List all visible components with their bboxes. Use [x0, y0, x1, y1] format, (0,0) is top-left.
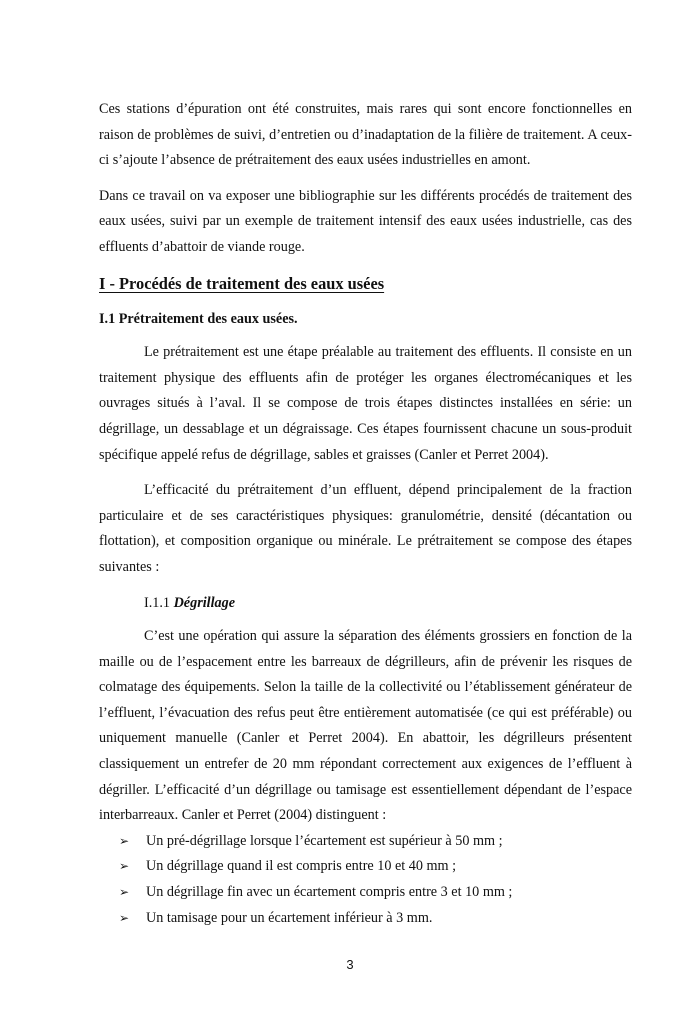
page-content: [99, 97, 632, 931]
pretreatment-paragraph-2: L’efficacité du prétraitement d’un effluent, dépend principalement de la fraction particulaire et de ses caractéristiques physiques: granulométrie, densité (décantation ou flottation), et composition organique ou minérale. Le prétraitement se compose des étapes suivantes :: [99, 482, 632, 575]
arrow-bullet-icon: ➢: [119, 833, 130, 848]
arrow-bullet-icon: ➢: [119, 910, 130, 925]
subsubsection-number: I.1.1: [144, 594, 171, 611]
list-item: [99, 829, 632, 855]
list-item: [99, 854, 632, 880]
degrillage-paragraph: C’est une opération qui assure la séparation des éléments grossiers en fonction de la maille ou de l’espacement entre les barreaux de dégrilleurs, afin de prévenir les risques de colmatage des équipements. Selon la taille de la collectivité ou l’établissement générateur de l’effluent, l’évacuation des refus peut être entièrement automatisée (ce qui est préférable) ou uniquement manuelle (Canler et Perret 2004). En abattoir, les dégrilleurs présentent classiquement un entrefer de 20 mm répondant correctement aux exigences de l’effluent à dégriller. L’efficacité d’un dégrillage ou tamisage est essentiellement dépendant de l’espace interbarreaux. Canler et Perret (2004) distinguent :: [99, 628, 632, 824]
arrow-bullet-icon: ➢: [119, 885, 130, 900]
arrow-bullet-icon: ➢: [119, 859, 130, 874]
page-number: 3: [346, 957, 354, 972]
list-item: [99, 906, 632, 932]
subsubsection-heading: [144, 591, 632, 617]
list-item: [99, 880, 632, 906]
bullet-list: [99, 829, 632, 931]
list-item-text: Un dégrillage quand il est compris entre 10 et 40 mm ;: [146, 858, 457, 875]
list-item-text: Un pré-dégrillage lorsque l’écartement est supérieur à 50 mm ;: [146, 832, 503, 849]
pretreatment-paragraph-1: Le prétraitement est une étape préalable au traitement des effluents. Il consiste en un traitement physique des effluents afin de protéger les organes électromécaniques et les ouvrages situés à l’aval. Il se compose de trois étapes distinctes installées en série: un dégrillage, un dessablage et un dégraissage. Ces étapes fournissent chacune un sous-produit spécifique appelé refus de dégrillage, sables et graisses (Canler et Perret 2004).: [99, 344, 632, 463]
subsubsection-title: Dégrillage: [173, 594, 236, 611]
intro-paragraph-1: Ces stations d’épuration ont été construites, mais rares qui sont encore fonctionnelles en raison de problèmes de suivi, d’entretien ou d’inadaptation de la filière de traitement. A ceux-ci s’ajoute l’absence de prétraitement des eaux usées industrielles en amont.: [99, 101, 632, 169]
subsection-heading: I.1 Prétraitement des eaux usées.: [99, 310, 298, 327]
section-heading: I - Procédés de traitement des eaux usées: [99, 273, 385, 293]
list-item-text: Un dégrillage fin avec un écartement compris entre 3 et 10 mm ;: [146, 884, 513, 901]
list-item-text: Un tamisage pour un écartement inférieur à 3 mm.: [146, 909, 433, 926]
intro-paragraph-2: Dans ce travail on va exposer une bibliographie sur les différents procédés de traitement des eaux usées, suivi par un exemple de traitement intensif des eaux usées industrielle, cas des effluents d’abattoir de viande rouge.: [99, 187, 632, 255]
